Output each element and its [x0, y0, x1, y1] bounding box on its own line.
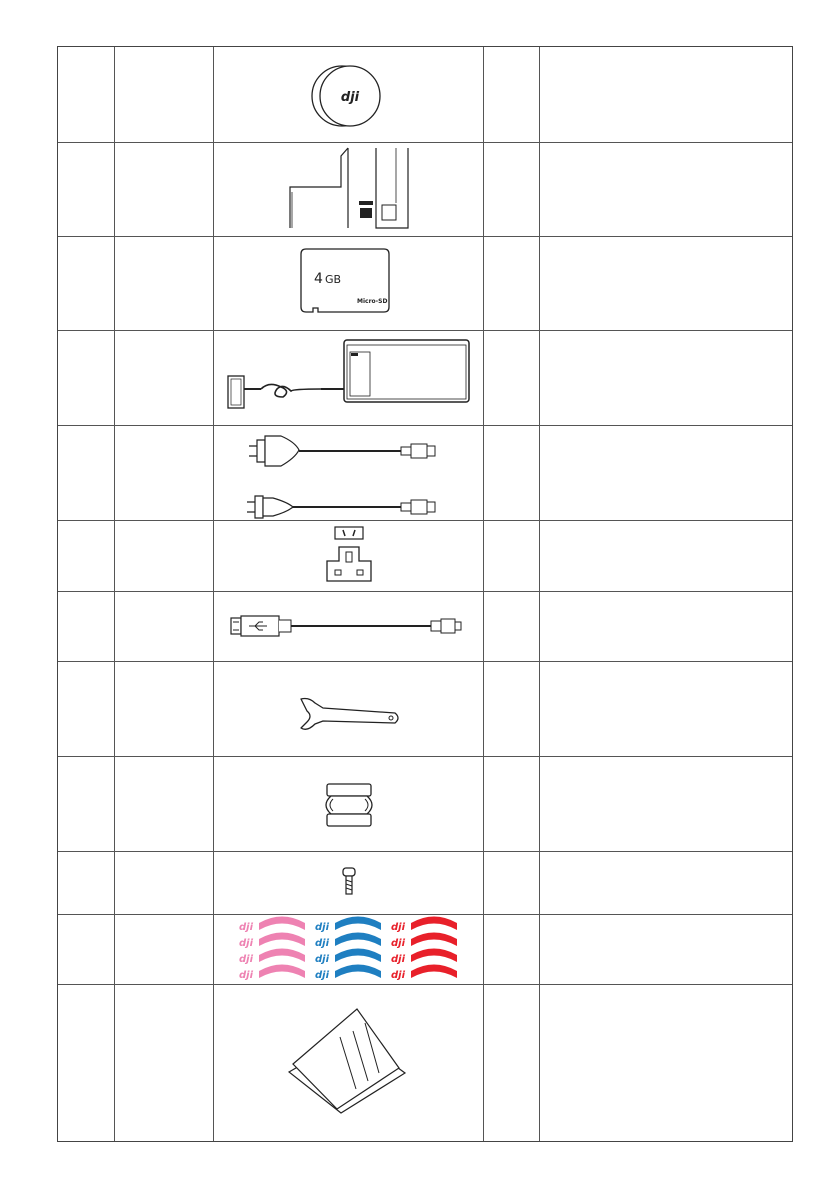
arm-sticker	[259, 965, 305, 979]
contents-table	[57, 46, 793, 1142]
plug-adapter-icon	[213, 521, 483, 593]
arm-sticker	[411, 917, 457, 931]
illustration-cell	[213, 521, 483, 592]
arm-sticker	[411, 933, 457, 947]
sticker-logo: dji	[315, 922, 330, 933]
sd-slot-icon	[213, 143, 483, 238]
illustration-cell	[213, 426, 483, 521]
dji-logo: dji	[340, 90, 360, 105]
wrench-icon	[213, 662, 483, 758]
sticker-logo: dji	[391, 922, 406, 933]
sticker-logo: dji	[391, 954, 406, 965]
sticker-logo: dji	[239, 922, 254, 933]
table-row	[58, 236, 792, 331]
table-row	[58, 47, 792, 143]
table-row	[58, 330, 792, 426]
table-row	[58, 661, 792, 757]
sticker-logo: dji	[239, 938, 254, 949]
illustration-cell	[213, 915, 483, 985]
sticker-logo: dji	[391, 970, 406, 981]
illustration-cell	[213, 852, 483, 915]
table-row	[58, 756, 792, 852]
card-label: Micro-SD	[357, 298, 388, 305]
arm-sticker	[259, 949, 305, 963]
table-row	[58, 591, 792, 662]
arm-sticker	[335, 949, 381, 963]
illustration-cell	[213, 237, 483, 331]
lens-cap-icon	[213, 47, 483, 143]
manual-documents-icon	[213, 985, 483, 1144]
sticker-logo: dji	[239, 954, 254, 965]
micro-sd-card-icon	[213, 237, 483, 332]
table-row	[58, 520, 792, 592]
illustration-cell	[213, 331, 483, 426]
illustration-cell	[213, 47, 483, 143]
sticker-logo: dji	[315, 938, 330, 949]
battery-charger-icon	[213, 331, 483, 427]
illustration-cell	[213, 757, 483, 852]
arm-sticker	[411, 965, 457, 979]
sticker-sheet-icon	[213, 915, 483, 986]
arm-sticker	[259, 917, 305, 931]
sticker-logo: dji	[239, 970, 254, 981]
arm-sticker	[335, 917, 381, 931]
illustration-cell	[213, 985, 483, 1143]
screw-icon	[213, 852, 483, 916]
sticker-logo: dji	[391, 938, 406, 949]
card-capacity-unit: GB	[325, 273, 342, 286]
arm-sticker	[411, 949, 457, 963]
sticker-logo: dji	[315, 954, 330, 965]
arm-sticker	[335, 965, 381, 979]
card-capacity-number: 4	[314, 271, 323, 287]
illustration-cell	[213, 592, 483, 662]
table-row	[58, 425, 792, 521]
sticker-logo: dji	[315, 970, 330, 981]
illustration-cell	[213, 143, 483, 237]
table-row	[58, 851, 792, 915]
usb-cable-icon	[213, 592, 483, 663]
arm-sticker	[259, 933, 305, 947]
table-row	[58, 142, 792, 237]
illustration-cell	[213, 662, 483, 757]
arm-sticker	[335, 933, 381, 947]
table-row	[58, 914, 792, 985]
power-cable-icon	[213, 426, 483, 522]
table-row	[58, 984, 792, 1143]
vibration-damper-icon	[213, 757, 483, 853]
